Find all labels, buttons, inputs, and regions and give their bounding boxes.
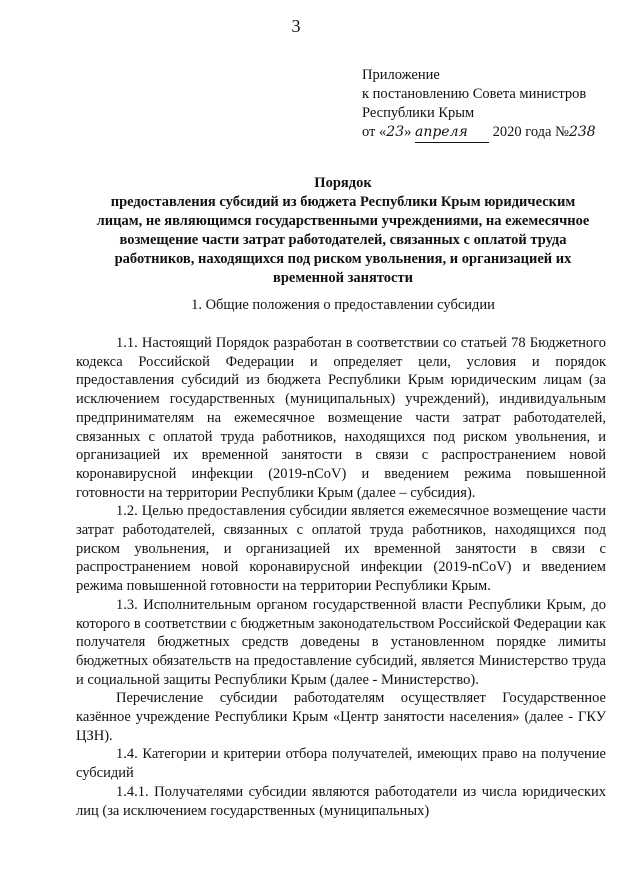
paragraph-1-1: 1.1. Настоящий Порядок разработан в соответствии со статьей 78 Бюджетного кодекса Российской Федерации и определяет цели, условия и порядок предоставления субсидий из бюджета Республики Крым юридическим лицам (за исключением государственных (муниципальных) учреждений), индивидуальным предпринимателям на ежемесячное возмещение части затрат работодателей, связанных с оплатой труда работников, находящихся под риском увольнения, и организацией их временной занятости в связи с распространением новой коронавирусной инфекции (2019-nCoV) и введением режима повышенной готовности на территории Республики Крым (далее – субсидия). xyxy=(76,335,606,501)
title-line-4: работников, находящихся под риском увольнения, и организацией их xyxy=(114,251,572,267)
appendix-block xyxy=(362,66,632,143)
handwritten-number: 238 xyxy=(568,124,596,140)
handwritten-month: апреля xyxy=(415,123,489,143)
paragraph-1-4: 1.4. Категории и критерии отбора получателей, имеющих право на получение субсидий xyxy=(76,746,606,782)
paragraph-transfer: Перечисление субсидии работодателям осуществляет Государственное казённое учреждение Республики Крым «Центр занятости населения» (далее - ГКУ ЦЗН). xyxy=(76,690,606,744)
title-line-3: возмещение части затрат работодателей, связанных с оплатой труда xyxy=(119,232,567,248)
appendix-date-line xyxy=(362,123,632,143)
page-number: 3 xyxy=(291,16,301,36)
date-prefix: от « xyxy=(362,124,387,140)
title-line-1: предоставления субсидий из бюджета Республики Крым юридическим xyxy=(110,194,576,210)
handwritten-day: 23 xyxy=(386,124,405,140)
appendix-line-3: Республики Крым xyxy=(362,105,475,121)
date-mid: » xyxy=(404,124,412,140)
title-line-5: временной занятости xyxy=(273,270,413,286)
appendix-line-1: Приложение xyxy=(362,67,440,83)
document-title xyxy=(78,174,608,288)
paragraph-1-2: 1.2. Целью предоставления субсидии является ежемесячное возмещение части затрат работодателей, связанных с оплатой труда работников, находящихся под риском увольнения, и организацией их временной занятости в связи с распространением новой коронавирусной инфекции (2019-nCoV) и введением режима повышенной готовности на территории Республики Крым. xyxy=(76,503,606,595)
section-heading: 1. Общие положения о предоставлении субсидии xyxy=(191,297,495,313)
document-body xyxy=(76,334,606,820)
title-line-2: лицам, не являющимся государственными учреждениями, на ежемесячное xyxy=(96,213,590,229)
title-heading: Порядок xyxy=(314,175,372,191)
paragraph-1-4-1: 1.4.1. Получателями субсидии являются работодатели из числа юридических лиц (за исключением государственных (муниципальных) xyxy=(76,783,606,819)
date-year: 2020 года № xyxy=(492,124,569,140)
appendix-line-2: к постановлению Совета министров xyxy=(362,86,587,102)
paragraph-1-3: 1.3. Исполнительным органом государственной власти Республики Крым, до которого в соответствии с бюджетным законодательством Российской Федерации как получателя бюджетных средств доведены в установленном порядке лимиты бюджетных обязательств на предоставление субсидий, является Министерство труда и социальной защиты Республики Крым (далее - Министерство). xyxy=(76,596,606,688)
